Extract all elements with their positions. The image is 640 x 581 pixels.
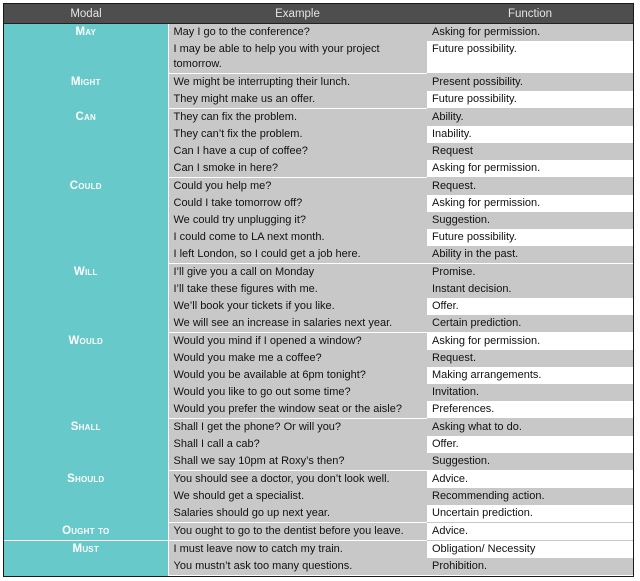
function-cell: Suggestion. xyxy=(427,453,633,471)
example-cell: I could come to LA next month. xyxy=(168,229,427,246)
example-cell: They can’t fix the problem. xyxy=(168,126,427,143)
modal-verbs-table-frame xyxy=(3,3,634,577)
modal-cell: Will xyxy=(4,264,168,333)
example-cell: I must leave now to catch my train. xyxy=(168,541,427,559)
modal-cell: Must xyxy=(4,541,168,576)
example-cell: Could I take tomorrow off? xyxy=(168,195,427,212)
function-cell: Instant decision. xyxy=(427,281,633,298)
example-cell: You ought to go to the dentist before you leave. xyxy=(168,523,427,541)
modal-verbs-table xyxy=(4,4,633,576)
function-cell: Prohibition. xyxy=(427,558,633,576)
function-cell: Offer. xyxy=(427,436,633,453)
example-cell: You should see a doctor, you don’t look well. xyxy=(168,471,427,489)
function-cell: Asking for permission. xyxy=(427,195,633,212)
function-cell: Request. xyxy=(427,350,633,367)
function-cell: Asking for permission. xyxy=(427,24,633,42)
table-row xyxy=(4,74,633,92)
function-cell: Asking for permission. xyxy=(427,333,633,351)
function-cell: Invitation. xyxy=(427,384,633,401)
example-cell: Would you be available at 6pm tonight? xyxy=(168,367,427,384)
example-cell: May I go to the conference? xyxy=(168,24,427,42)
table-row xyxy=(4,471,633,489)
table-body xyxy=(4,24,633,576)
example-cell: Shall I get the phone? Or will you? xyxy=(168,419,427,437)
function-cell: Making arrangements. xyxy=(427,367,633,384)
function-cell: Future possibility. xyxy=(427,229,633,246)
modal-cell: Might xyxy=(4,74,168,109)
table-row xyxy=(4,523,633,541)
modal-cell: Would xyxy=(4,333,168,419)
example-cell: Would you make me a coffee? xyxy=(168,350,427,367)
header-function: Function xyxy=(427,4,633,24)
table-row xyxy=(4,264,633,282)
example-cell: I’ll take these figures with me. xyxy=(168,281,427,298)
function-cell: Ability in the past. xyxy=(427,246,633,264)
function-cell: Asking for permission. xyxy=(427,160,633,178)
function-cell: Request. xyxy=(427,178,633,196)
function-cell: Advice. xyxy=(427,471,633,489)
example-cell: You mustn’t ask too many questions. xyxy=(168,558,427,576)
example-cell: Salaries should go up next year. xyxy=(168,505,427,523)
modal-cell: May xyxy=(4,24,168,74)
example-cell: I’ll give you a call on Monday xyxy=(168,264,427,282)
modal-cell: Could xyxy=(4,178,168,264)
example-cell: Would you like to go out some time? xyxy=(168,384,427,401)
example-cell: We will see an increase in salaries next year. xyxy=(168,315,427,333)
example-cell: We might be interrupting their lunch. xyxy=(168,74,427,92)
table-row xyxy=(4,419,633,437)
table-row xyxy=(4,333,633,351)
header-modal: Modal xyxy=(4,4,168,24)
example-cell: Shall I call a cab? xyxy=(168,436,427,453)
table-row xyxy=(4,24,633,42)
example-cell: Would you mind if I opened a window? xyxy=(168,333,427,351)
function-cell: Future possibility. xyxy=(427,41,633,74)
function-cell: Certain prediction. xyxy=(427,315,633,333)
header-example: Example xyxy=(168,4,427,24)
example-cell: We could try unplugging it? xyxy=(168,212,427,229)
function-cell: Obligation/ Necessity xyxy=(427,541,633,559)
table-row xyxy=(4,541,633,559)
example-cell: They can fix the problem. xyxy=(168,109,427,127)
function-cell: Preferences. xyxy=(427,401,633,419)
modal-cell: Ought to xyxy=(4,523,168,541)
example-cell: We should get a specialist. xyxy=(168,488,427,505)
example-cell: Shall we say 10pm at Roxy’s then? xyxy=(168,453,427,471)
function-cell: Future possibility. xyxy=(427,91,633,109)
function-cell: Ability. xyxy=(427,109,633,127)
example-cell: We’ll book your tickets if you like. xyxy=(168,298,427,315)
modal-cell: Should xyxy=(4,471,168,523)
header-row xyxy=(4,4,633,24)
function-cell: Recommending action. xyxy=(427,488,633,505)
example-cell: I left London, so I could get a job here. xyxy=(168,246,427,264)
example-cell: Can I smoke in here? xyxy=(168,160,427,178)
function-cell: Request xyxy=(427,143,633,160)
function-cell: Inability. xyxy=(427,126,633,143)
modal-cell: Can xyxy=(4,109,168,178)
function-cell: Advice. xyxy=(427,523,633,541)
example-cell: They might make us an offer. xyxy=(168,91,427,109)
function-cell: Offer. xyxy=(427,298,633,315)
modal-cell: Shall xyxy=(4,419,168,471)
function-cell: Asking what to do. xyxy=(427,419,633,437)
table-row xyxy=(4,178,633,196)
function-cell: Present possibility. xyxy=(427,74,633,92)
function-cell: Uncertain prediction. xyxy=(427,505,633,523)
example-cell: Can I have a cup of coffee? xyxy=(168,143,427,160)
table-row xyxy=(4,109,633,127)
example-cell: Could you help me? xyxy=(168,178,427,196)
function-cell: Promise. xyxy=(427,264,633,282)
function-cell: Suggestion. xyxy=(427,212,633,229)
example-cell: Would you prefer the window seat or the aisle? xyxy=(168,401,427,419)
example-cell: I may be able to help you with your project tomorrow. xyxy=(168,41,427,74)
